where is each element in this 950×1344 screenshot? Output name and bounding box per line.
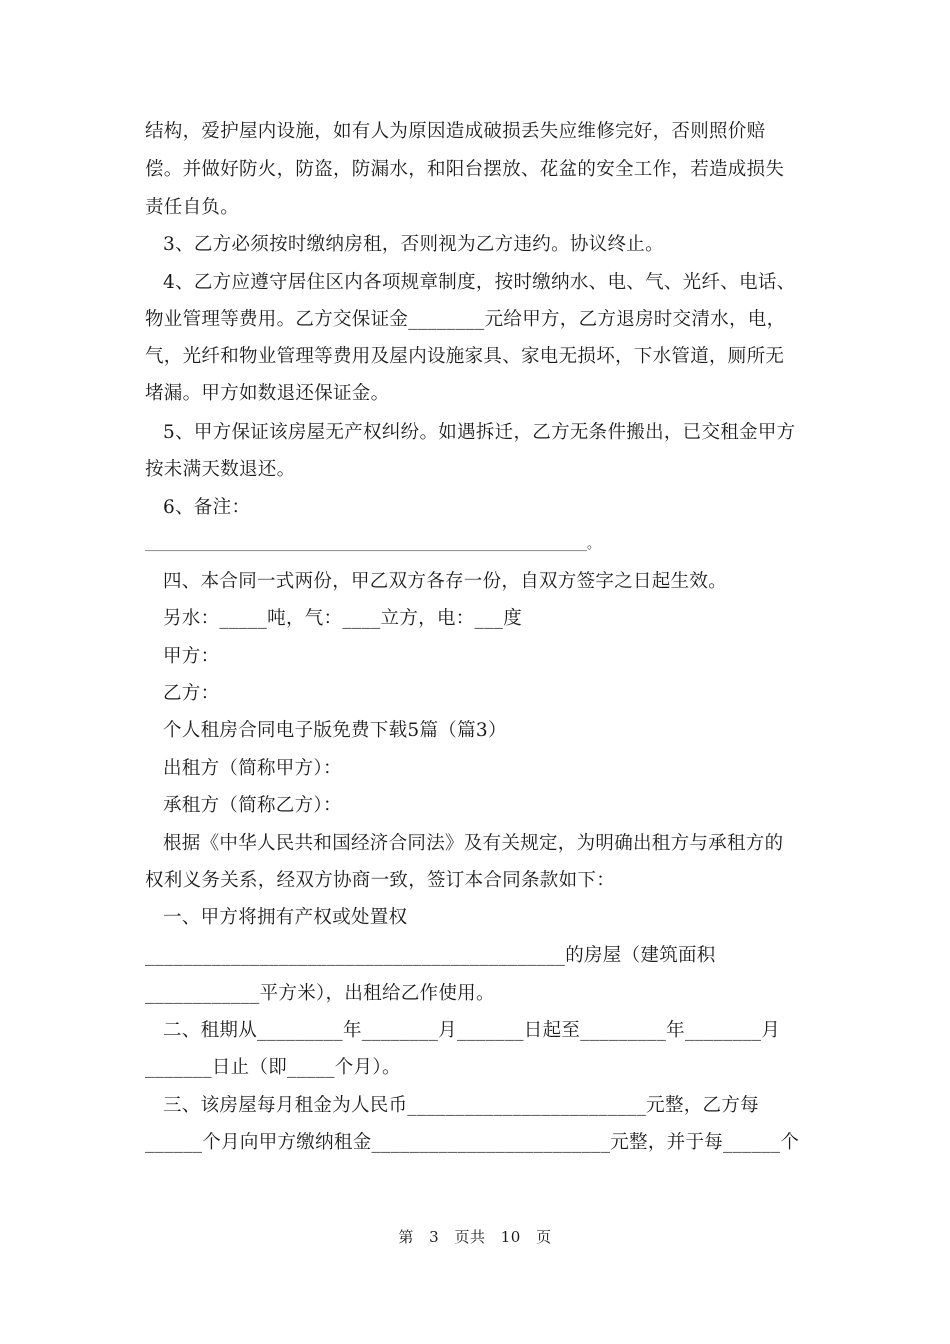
text-line: ____________________________________________的房屋（建筑面积 [145,945,716,966]
text-line: 三、该房屋每月租金为人民币_________________________元整，乙方每 [163,1095,759,1116]
page-label: 第 [398,1228,414,1246]
text-line: 四、本合同一式两份，甲乙双方各存一份，自双方签字之日起生效。 [163,571,728,592]
text-line: ______个月向甲方缴纳租金_________________________元整，并于每______个 [145,1132,800,1153]
text-line: 3、乙方必须按时缴纳房租，否则视为乙方违约。协议终止。 [163,234,664,255]
page-end: 页 [536,1228,552,1246]
remarks-blank-line: ____________________________________________________________________。 [145,537,600,552]
text-line: 根据《中华人民共和国经济合同法》及有关规定，为明确出租方与承租方的 [163,833,784,854]
page-mid: 页共 [454,1228,486,1246]
text-line: 按未满天数退还。 [145,459,296,480]
page-current: 3 [429,1228,440,1246]
party-b-label: 乙方： [163,683,220,704]
lessee-label: 承租方（简称乙方）： [163,795,342,816]
text-line: 5、甲方保证该房屋无产权纠纷。如遇拆迁，乙方无条件搬出，已交租金甲方 [163,422,796,443]
text-line: 权利义务关系，经双方协商一致，签订本合同条款如下： [145,870,616,891]
text-line: 4、乙方应遵守居住区内各项规章制度，按时缴纳水、电、气、光纤、电话、 [163,272,796,293]
page-total: 10 [500,1228,521,1246]
text-line: 二、租期从_________年________月_______日起至_________年________月 [163,1020,781,1041]
text-line: 物业管理等费用。乙方交保证金________元给甲方，乙方退房时交清水，电， [145,309,786,330]
text-line: 6、备注： [163,497,251,518]
text-line: ____________平方米），出租给乙作使用。 [145,983,495,1004]
section-title: 个人租房合同电子版免费下载5篇（篇3） [163,720,507,741]
text-line: 一、甲方将拥有产权或处置权 [163,907,408,928]
text-line: 另水：_____吨，气：____立方，电：___度 [163,608,523,629]
text-line: 气，光纤和物业管理等费用及屋内设施家具、家电无损坏，下水管道，厕所无 [145,346,785,367]
text-line: 偿。并做好防火，防盗，防漏水，和阳台摆放、花盆的安全工作，若造成损失 [145,159,785,180]
text-line: _______日止（即_____个月）。 [145,1057,401,1078]
text-line: 堵漏。甲方如数退还保证金。 [145,383,390,404]
lessor-label: 出租方（简称甲方）： [163,758,342,779]
page-footer [0,1226,950,1247]
text-line: 责任自负。 [145,197,240,218]
party-a-label: 甲方： [163,646,220,667]
text-line: 结构，爱护屋内设施，如有人为原因造成破损丢失应维修完好，否则照价赔 [145,121,766,142]
